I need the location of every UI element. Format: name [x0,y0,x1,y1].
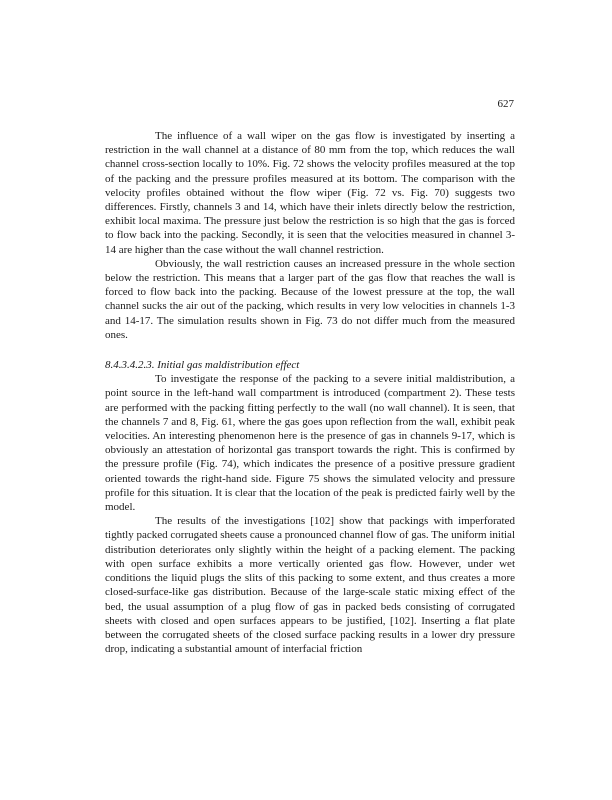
page-body [105,129,515,656]
page-number: 627 [497,98,514,110]
paragraph-initial-maldistribution: To investigate the response of the packing to a severe initial maldistribution, a point source in the left-hand wall compartment is introduced (compartment 2). These tests are performed with the packing fitting perfectly to the wall (no wall channel). It is seen, that the channels 7 and 8, Fig. 61, where the gas goes upon reflection from the wall, exhibit peak velocities. An interesting phenomenon here is the presence of gas in channels 9-17, which is obviously an attestation of horizontal gas transport towards the right. This is confirmed by the pressure profile (Fig. 74), which indicates the presence of a positive pressure gradient oriented towards the right-hand side. Figure 75 shows the simulated velocity and pressure profile for this situation. It is clear that the location of the peak is predicted fairly well by the model. [105,373,515,514]
paragraph-wall-restriction: Obviously, the wall restriction causes an increased pressure in the whole section below the restriction. This means that a larger part of the gas flow that reaches the wall is forced to flow back into the packing. Because of the lowest pressure at the top, the wall channel sucks the air out of the packing, which results in very low velocities in channels 1-3 and 14-17. The simulation results shown in Fig. 73 do not differ much from the measured ones. [105,257,515,341]
section-number: 8.4.3.4.2.3. [105,359,155,372]
paragraph-investigation-results: The results of the investigations [102] show that packings with imperforated tightly packed corrugated sheets cause a pronounced channel flow of gas. The uniform initial distribution deteriorates only slightly within the height of a packing element. The packing with open surface exhibits a more vertically oriented gas flow. However, under wet conditions the liquid plugs the slits of this packing to some extent, and thus creates a more closed-surface-like gas distribution. Because of the large-scale static mixing effect of the bed, the usual assumption of a plug flow of gas in packed beds consisting of corrugated sheets with closed and open surfaces appears to be justified, [102]. Inserting a flat plate between the corrugated sheets of the closed surface packing results in a lower dry pressure drop, indicating a substantial amount of interfacial friction [105,515,515,656]
section-heading [105,358,515,372]
paragraph-wall-wiper: The influence of a wall wiper on the gas flow is investigated by inserting a restriction in the wall channel at a distance of 80 mm from the top, which reduces the wall channel cross-section locally to 10%. Fig. 72 shows the velocity profiles measured at the top of the packing and the pressure profiles measured at its bottom. The comparison with the velocity profiles obtained without the flow wiper (Fig. 72 vs. Fig. 70) suggests two differences. Firstly, channels 3 and 14, which have their inlets directly below the restriction, exhibit local maxima. The pressure just below the restriction is so high that the gas is forced to flow back into the packing. Secondly, it is seen that the velocities measured in channel 3-14 are higher than the case without the wall channel restriction. [105,130,515,256]
section-title: Initial gas maldistribution effect [157,359,300,372]
